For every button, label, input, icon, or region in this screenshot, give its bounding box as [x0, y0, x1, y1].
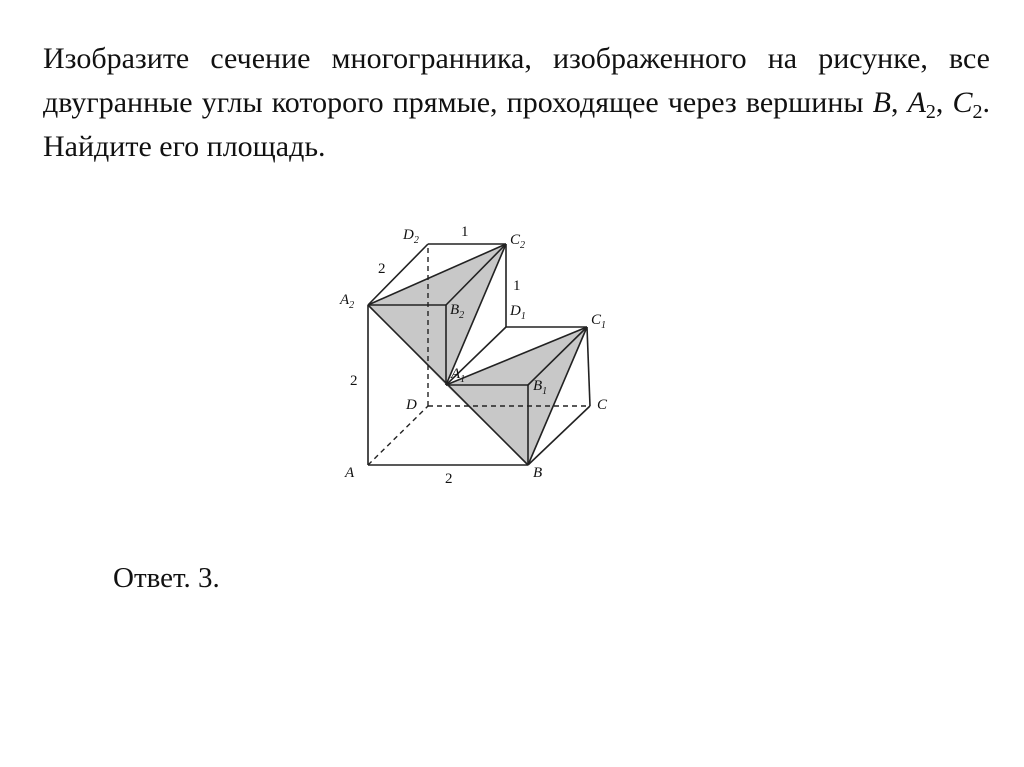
vertex-a2: A — [907, 86, 926, 119]
label-d2-main: D — [403, 227, 414, 243]
label-b: B — [533, 465, 543, 481]
label-a1-sub: 1 — [460, 374, 466, 385]
vertex-b: B — [872, 86, 891, 119]
vertex-c2-sub: 2 — [972, 101, 983, 123]
label-a2-main: A — [340, 292, 350, 308]
label-b2-main: B — [450, 302, 460, 318]
label-d: D — [406, 397, 417, 413]
edge-ad — [368, 406, 428, 465]
edge-label-step: 1 — [513, 278, 521, 294]
label-b1-main: B — [533, 378, 543, 394]
label-d1-sub: 1 — [520, 311, 526, 322]
label-a: A — [345, 465, 355, 481]
edge-label-left: 2 — [350, 373, 358, 389]
label-c1 — [591, 312, 606, 331]
label-a2-sub: 2 — [349, 300, 355, 311]
edge-label-top: 1 — [461, 224, 469, 240]
edge-label-bottom: 2 — [445, 471, 453, 487]
label-c2-sub: 2 — [520, 240, 526, 251]
label-d2 — [402, 227, 419, 246]
answer — [113, 560, 220, 596]
label-d1-main: D — [510, 303, 521, 319]
answer-value: . 3. — [183, 562, 220, 594]
polyhedron-svg — [330, 215, 630, 495]
label-d2-sub: 2 — [413, 235, 419, 246]
label-c: C — [597, 397, 608, 413]
edge-label-depth: 2 — [378, 261, 386, 277]
label-c2-main: C — [510, 232, 521, 248]
edge-c1c — [587, 327, 590, 406]
problem-statement — [43, 37, 990, 169]
answer-label: Ответ — [113, 562, 184, 594]
polyhedron-figure — [330, 215, 630, 495]
label-b2-sub: 2 — [459, 310, 465, 321]
problem-text: Изобразите сечение многогранника, изображенного на рисунке, все двугранные углы которого прямые, проходящее через вершины — [43, 42, 990, 119]
vertex-c2: C — [952, 86, 973, 119]
problem-question: . Найдите его площадь. — [43, 86, 991, 163]
label-a2 — [339, 292, 354, 311]
separator: , — [935, 86, 953, 119]
vertex-a2-sub: 2 — [925, 101, 936, 123]
label-a1-main: A — [451, 366, 461, 382]
label-c1-sub: 1 — [601, 320, 607, 331]
label-d1 — [509, 303, 526, 322]
label-c1-main: C — [591, 312, 602, 328]
label-c2 — [510, 232, 525, 251]
separator: , — [890, 86, 908, 119]
label-b1-sub: 1 — [542, 386, 548, 397]
